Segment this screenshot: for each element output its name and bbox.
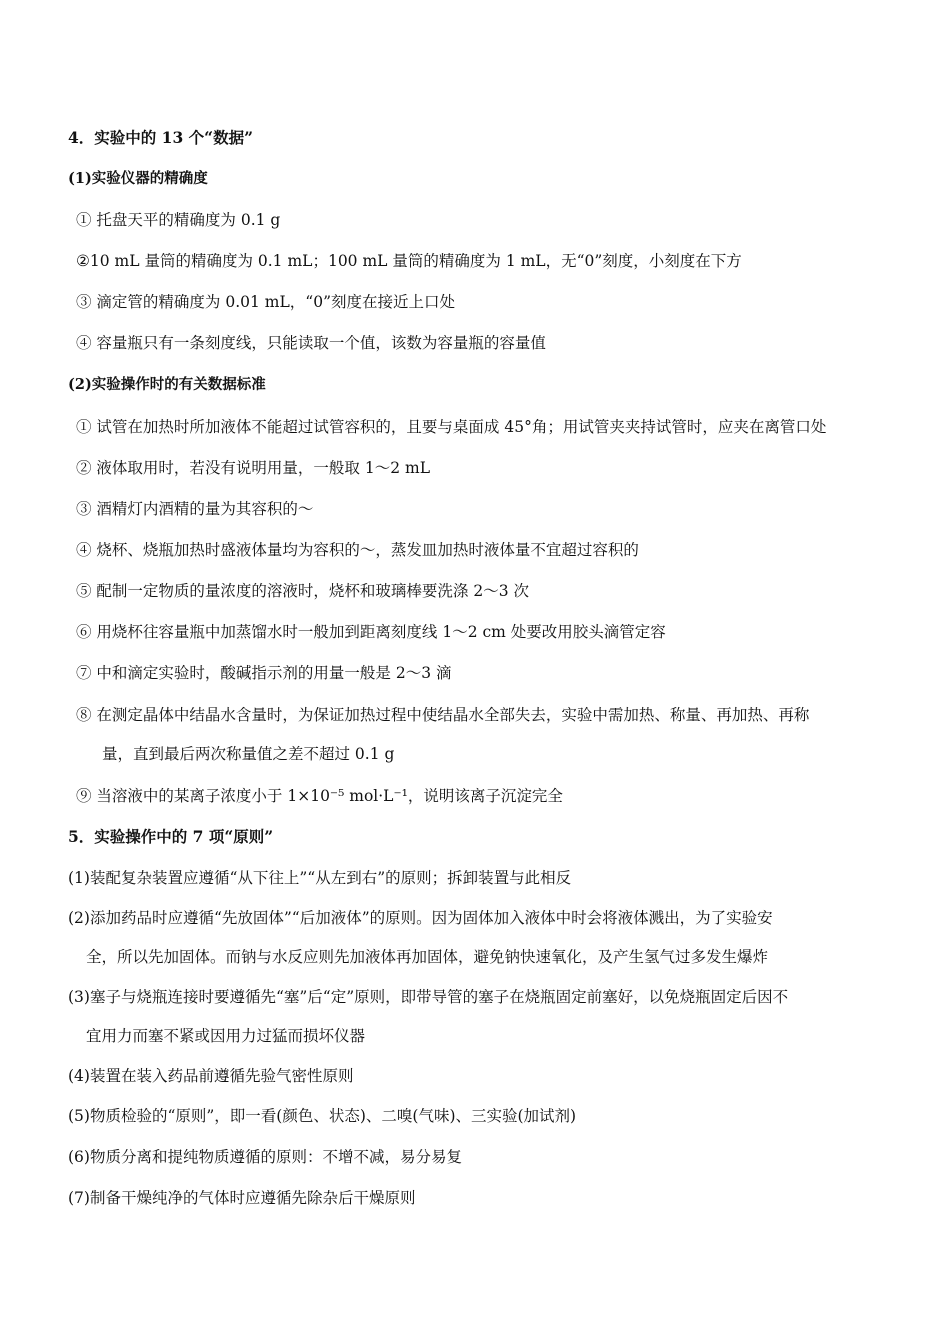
data-standard-item-2: ② 液体取用时，若没有说明用量，一般取 1～2 mL (76, 459, 430, 477)
data-standard-item-6: ⑥ 用烧杯往容量瓶中加蒸馏水时一般加到距离刻度线 1～2 cm 处要改用胶头滴管定容 (76, 623, 666, 641)
precision-item-1: ① 托盘天平的精确度为 0.1 g (76, 211, 281, 229)
principle-item-1: (1)装配复杂装置应遵循“从下往上”“从左到右”的原则；拆卸装置与此相反 (68, 869, 572, 887)
principle-item-5: (5)物质检验的“原则”，即一看(颜色、状态)、二嗅(气味)、三实验(加试剂) (68, 1107, 577, 1125)
data-standard-item-9: ⑨ 当溶液中的某离子浓度小于 1×10⁻⁵ mol·L⁻¹，说明该离子沉淀完全 (76, 787, 563, 805)
principle-item-3-continued: 宜用力而塞不紧或因用力过猛而损坏仪器 (86, 1027, 366, 1045)
precision-item-2: ②10 mL 量筒的精确度为 0.1 mL；100 mL 量筒的精确度为 1 mL，无“0”刻度，小刻度在下方 (76, 252, 742, 270)
data-standard-item-7: ⑦ 中和滴定实验时，酸碱指示剂的用量一般是 2～3 滴 (76, 664, 452, 682)
principle-item-2-continued: 全，所以先加固体。而钠与水反应则先加液体再加固体，避免钠快速氧化，及产生氢气过多发生爆炸 (86, 948, 769, 966)
subsection-1-heading: (1)实验仪器的精确度 (68, 170, 208, 187)
section-4-heading: 4．实验中的 13 个“数据” (68, 128, 253, 147)
data-standard-item-3: ③ 酒精灯内酒精的量为其容积的～ (76, 500, 314, 518)
data-standard-item-4: ④ 烧杯、烧瓶加热时盛液体量均为容积的～，蒸发皿加热时液体量不宜超过容积的 (76, 541, 639, 559)
data-standard-item-8: ⑧ 在测定晶体中结晶水含量时，为保证加热过程中使结晶水全部失去，实验中需加热、称量、再加热、再称 (76, 706, 810, 724)
principle-item-3: (3)塞子与烧瓶连接时要遵循先“塞”后“定”原则，即带导管的塞子在烧瓶固定前塞好，以免烧瓶固定后因不 (68, 988, 789, 1006)
subsection-2-heading: (2)实验操作时的有关数据标准 (68, 376, 266, 393)
section-5-heading: 5．实验操作中的 7 项“原则” (68, 827, 274, 846)
precision-item-4: ④ 容量瓶只有一条刻度线，只能读取一个值，该数为容量瓶的容量值 (76, 334, 546, 352)
principle-item-4: (4)装置在装入药品前遵循先验气密性原则 (68, 1067, 354, 1085)
principle-item-7: (7)制备干燥纯净的气体时应遵循先除杂后干燥原则 (68, 1189, 416, 1207)
principle-item-6: (6)物质分离和提纯物质遵循的原则：不增不减，易分易复 (68, 1148, 462, 1166)
data-standard-item-8-continued: 量，直到最后两次称量值之差不超过 0.1 g (102, 745, 395, 763)
data-standard-item-1: ① 试管在加热时所加液体不能超过试管容积的，且要与桌面成 45°角；用试管夹夹持试管时，应夹在离管口处 (76, 418, 827, 436)
data-standard-item-5: ⑤ 配制一定物质的量浓度的溶液时，烧杯和玻璃棒要洗涤 2～3 次 (76, 582, 530, 600)
precision-item-3: ③ 滴定管的精确度为 0.01 mL，“0”刻度在接近上口处 (76, 293, 455, 311)
principle-item-2: (2)添加药品时应遵循“先放固体”“后加液体”的原则。因为固体加入液体中时会将液体溅出，为了实验安 (68, 909, 773, 927)
